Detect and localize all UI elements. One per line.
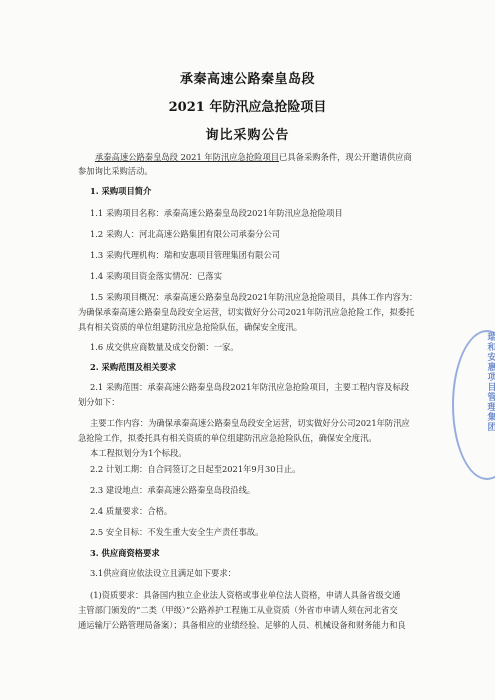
section-3-qual-line-2: 主管部门颁发的“二类（甲级）”公路养护工程施工从业资质（外省市申请人须在河北省交 xyxy=(78,605,398,615)
section-1-item-5-line-1: 1.5 采购项目概况：承秦高速公路秦皇岛段2021年防汛应急抢险项目，具体工作内容为： xyxy=(90,292,418,302)
section-2-lots: 本工程拟划分为1个标段。 xyxy=(90,448,187,458)
section-2-item-1-line-2: 划分如下： xyxy=(78,397,120,407)
section-2-item-2: 2.2 计划工期：自合同签订之日起至2021年9月30日止。 xyxy=(90,464,301,474)
intro-line-1 xyxy=(95,152,412,163)
section-2-heading: 2. 采购范围及相关要求 xyxy=(90,362,177,372)
intro-line-2: 参加询比采购活动。 xyxy=(78,166,153,176)
section-2-item-1-line-1: 2.1 采购范围：承秦高速公路秦皇岛段2021年防汛应急抢险项目，主要工程内容及标段 xyxy=(90,382,410,392)
section-1-item-2: 1.2 采购人：河北高速公路集团有限公司承秦分公司 xyxy=(90,229,281,239)
section-1-item-1: 1.1 采购项目名称：承秦高速公路秦皇岛段2021年防汛应急抢险项目 xyxy=(90,208,343,218)
section-2-item-4: 2.4 质量要求：合格。 xyxy=(90,506,173,516)
section-1-item-5-line-3: 具有相关资质的单位组建防汛应急抢险队伍，确保安全度汛。 xyxy=(78,322,303,332)
title-line-1: 承秦高速公路秦皇岛段 xyxy=(179,72,315,87)
section-3-qual-line-3: 通运输厅公路管理局备案）；具备相应的业绩经验、足够的人员、机械设备和财务能力和良 xyxy=(78,620,406,630)
section-1-item-4: 1.4 采购项目资金落实情况：已落实 xyxy=(90,271,222,281)
section-2-work-line-2: 急抢险工作，拟委托具有相关资质的单位组建防汛应急抢险队伍，确保安全度汛。 xyxy=(78,433,377,443)
section-1-item-5-line-2: 为确保承秦高速公路秦皇岛段安全运营，切实做好分公司2021年防汛应急抢险工作，拟委托 xyxy=(78,307,415,317)
section-2-item-3: 2.3 建设地点：承秦高速公路秦皇岛段沿线。 xyxy=(90,485,256,495)
section-3-qual-line-1: (1)资质要求：具备国内独立企业法人资格或事业单位法人资格，申请人具备省级交通 xyxy=(90,590,401,600)
title-line-2: 2021 年防汛应急抢险项目 xyxy=(168,100,327,115)
section-3-heading: 3. 供应商资格要求 xyxy=(90,548,160,558)
section-1-heading: 1. 采购项目简介 xyxy=(90,186,152,196)
section-2-work-line-1: 主要工作内容：为确保承秦高速公路秦皇岛段安全运营，切实做好分公司2021年防汛应 xyxy=(90,418,410,428)
section-2-item-5: 2.5 安全目标：不发生重大安全生产责任事故。 xyxy=(90,527,264,537)
intro-text: 已具备采购条件，现公开邀请供应商 xyxy=(279,152,412,162)
intro-project-name: 承秦高速公路秦皇岛段 2021 年防汛应急抢险项目 xyxy=(95,152,280,162)
section-3-item-1: 3.1供应商应依法设立且满足如下要求： xyxy=(90,568,236,578)
section-1-item-3: 1.3 采购代理机构：瑞和安惠项目管理集团有限公司 xyxy=(90,250,281,260)
title-line-3: 询比采购公告 xyxy=(205,128,290,143)
section-1-item-6: 1.6 成交供应商数量及成交份额：一家。 xyxy=(90,342,239,352)
stamp-text: 瑞和安惠项目管理集团 xyxy=(485,332,495,432)
